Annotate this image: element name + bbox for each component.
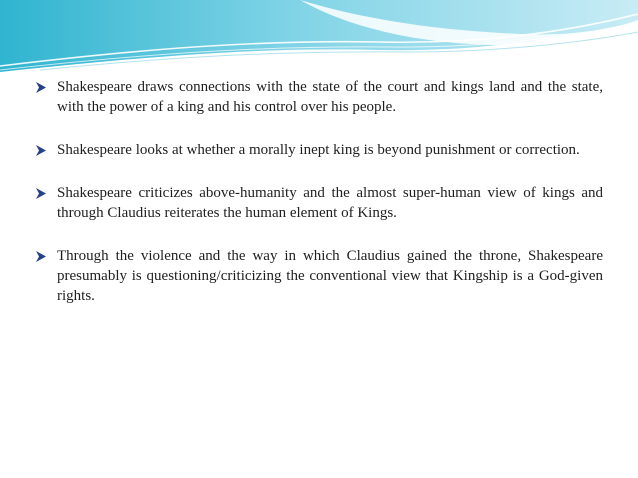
bullet-item-1	[35, 77, 603, 117]
bullet-item-4	[35, 246, 603, 306]
bullet-text: Shakespeare looks at whether a morally inept king is beyond punishment or correction.	[57, 142, 580, 158]
bullet-item-2	[35, 140, 603, 160]
arrow-bullet-icon	[35, 251, 46, 262]
arrow-bullet-icon	[35, 145, 46, 156]
bullet-item-3	[35, 183, 603, 223]
arrow-bullet-icon	[35, 188, 46, 199]
header-wave-decoration	[0, 0, 638, 80]
bullet-text: Shakespeare criticizes above-humanity and the almost super-human view of kings and through Claudius reiterates the human element of Kings.	[57, 185, 603, 221]
bullet-text: Shakespeare draws connections with the state of the court and kings land and the state, with the power of a king and his control over his people.	[57, 79, 603, 115]
bullet-list	[35, 77, 603, 329]
arrow-bullet-icon	[35, 82, 46, 93]
bullet-text: Through the violence and the way in which Claudius gained the throne, Shakespeare presumably is questioning/criticizing the conventional view that Kingship is a God-given rights.	[57, 248, 603, 304]
